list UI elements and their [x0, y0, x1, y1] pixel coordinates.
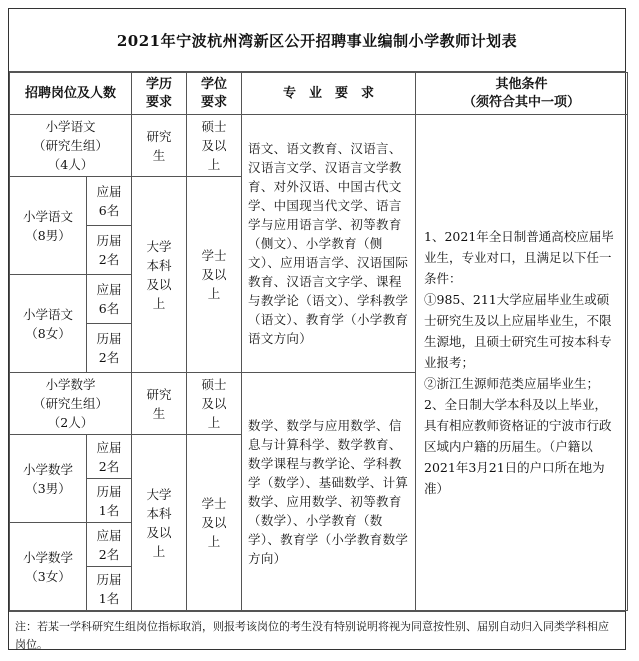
header-major: 专 业 要 求 [242, 73, 416, 115]
degree-math: 学士 及以 上 [187, 435, 242, 611]
position-chinese-male: 小学语文 （8男） [10, 177, 87, 275]
header-row [10, 73, 628, 115]
degree-chinese: 学士 及以 上 [187, 177, 242, 373]
position-chinese-female: 小学语文 （8女） [10, 275, 87, 373]
subgroup-previous: 历届 2名 [87, 226, 132, 275]
subgroup-previous: 历届 2名 [87, 324, 132, 373]
subgroup-previous: 历届 1名 [87, 567, 132, 611]
plan-table [9, 72, 628, 611]
education-math: 大学 本科 及以 上 [132, 435, 187, 611]
header-education: 学历 要求 [132, 73, 187, 115]
major-chinese: 语文、语文教育、汉语言、汉语言文学、汉语言文学教育、对外汉语、中国古代文学、中国现当代文学、语言学与应用语言学、初等教育（侧文）、小学教育（侧文）、应用语言学、汉语国际教育、汉语言文字学、课程与教学论（语文）、学科教学（语文）、教育学（小学教育语文方向） [242, 115, 416, 373]
subgroup-fresh: 应届 6名 [87, 177, 132, 226]
table-row [10, 115, 628, 177]
education-chinese: 大学 本科 及以 上 [132, 177, 187, 373]
recruitment-plan-sheet [8, 8, 626, 650]
position-math-grad: 小学数学 （研究生组） （2人） [10, 373, 132, 435]
position-math-male: 小学数学 （3男） [10, 435, 87, 523]
position-chinese-grad: 小学语文 （研究生组） （4人） [10, 115, 132, 177]
degree-math-grad: 硕士 及以 上 [187, 373, 242, 435]
education-chinese-grad: 研究 生 [132, 115, 187, 177]
major-math: 数学、数学与应用数学、信息与计算科学、数学教育、数学课程与教学论、学科教学（数学）、基础数学、计算数学、应用数学、初等教育（数学）、小学教育（数学）、教育学（小学教育数学方向） [242, 373, 416, 611]
footnote: 注：若某一学科研究生组岗位指标取消，则报考该岗位的考生没有特别说明将视为同意按性别、届别自动归入同类学科相应岗位。 [9, 611, 625, 660]
header-degree: 学位 要求 [187, 73, 242, 115]
subgroup-fresh: 应届 2名 [87, 435, 132, 479]
subgroup-previous: 历届 1名 [87, 479, 132, 523]
subgroup-fresh: 应届 2名 [87, 523, 132, 567]
position-math-female: 小学数学 （3女） [10, 523, 87, 611]
education-math-grad: 研究 生 [132, 373, 187, 435]
header-position: 招聘岗位及人数 [10, 73, 132, 115]
document-title: 2021年宁波杭州湾新区公开招聘事业编制小学教师计划表 [9, 9, 625, 72]
subgroup-fresh: 应届 6名 [87, 275, 132, 324]
degree-chinese-grad: 硕士 及以 上 [187, 115, 242, 177]
header-other: 其他条件 （须符合其中一项） [416, 73, 628, 115]
other-conditions: 1、2021年全日制普通高校应届毕业生，专业对口，且满足以下任一条件： ①985、211大学应届毕业生或硕士研究生及以上应届毕业生，不限生源地，且硕士研究生可按本科专业报考； ②浙江生源师范类应届毕业生； 2、全日制大学本科及以上毕业，具有相应教师资格证的宁波市行政区域内户籍的历届生。（户籍以2021年3月21日的户口所在地为准） [416, 115, 628, 611]
